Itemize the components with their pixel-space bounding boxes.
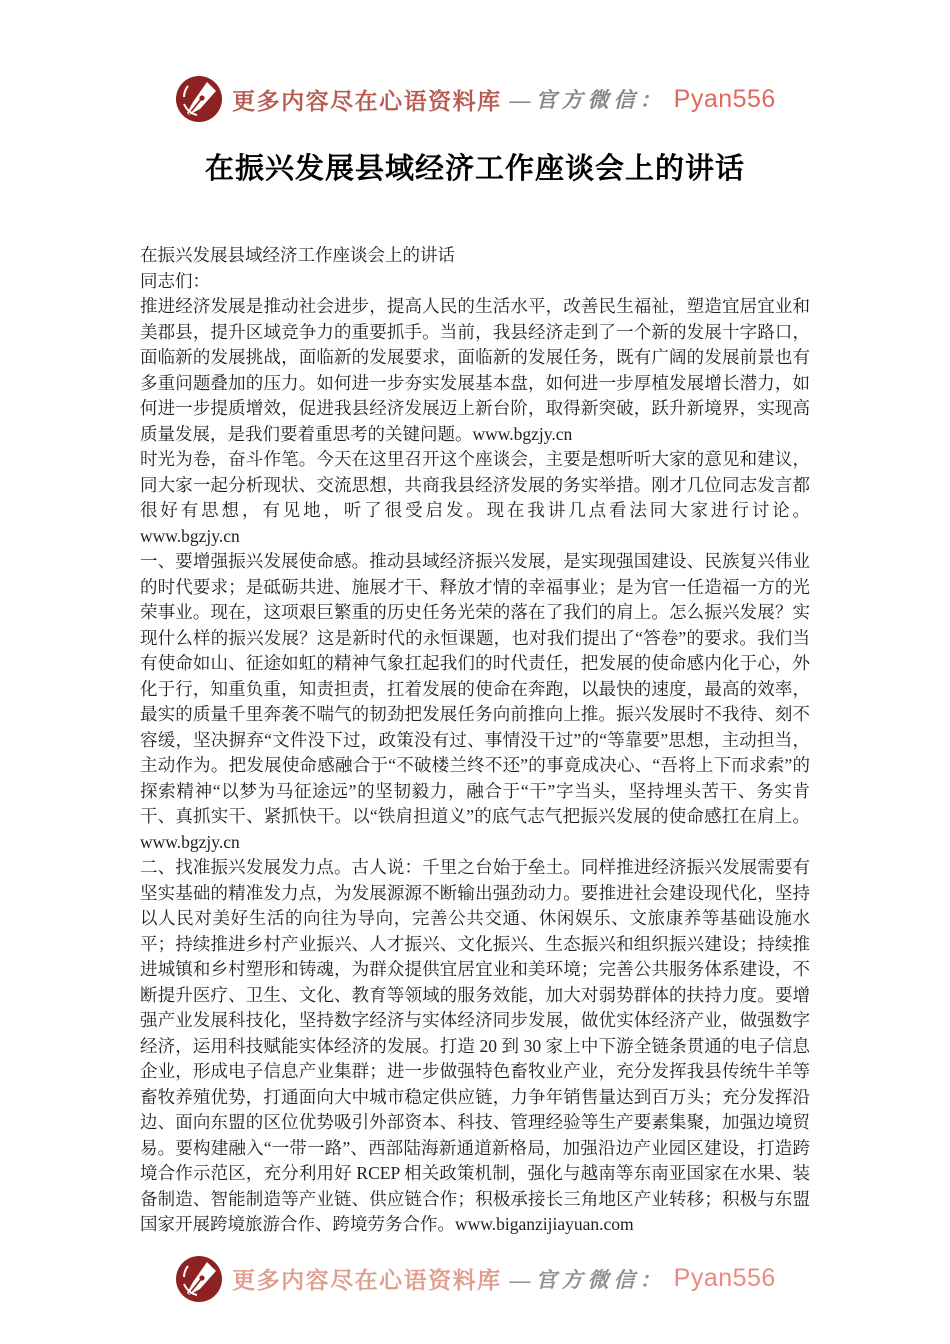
paragraph-title-line: 在振兴发展县域经济工作座谈会上的讲话 — [140, 245, 455, 265]
header-wechat-label: —官方微信： — [509, 88, 666, 112]
pen-nib-logo-icon — [174, 1254, 224, 1304]
page-title: 在振兴发展县域经济工作座谈会上的讲话 — [204, 153, 745, 185]
paragraph-section-one: 一、要增强振兴发展使命感。推动县域经济振兴发展，是实现强国建设、民族复兴伟业的时代要求；是砥砺共进、施展才干、释放才情的幸福事业；是为官一任造福一方的光荣事业。现在，这项艰巨繁重的历史任务光荣的落在了我们的肩上。怎么振兴发展？实现什么样的振兴发展？这是新时代的永恒课题，也对我们提出了“答卷”的要求。我们当有使命如山、征途如虹的精神气象扛起我们的时代责任，把发展的使命感内化于心，外化于行，知重负重，知责担责，扛着发展的使命在奔跑，以最快的速度，最高的效率，最实的质量千里奔袭不喘气的韧劲把发展任务向前推向上推。振兴发展时不我待、刻不容缓，坚决摒弃“文件没下过，政策没有过、事情没干过”的“等靠要”思想，主动担当，主动作为。把发展使命感融合于“不破楼兰终不还”的事竟成决心、“吾将上下而求索”的探索精神“以梦为马征途远”的坚韧毅力，融合于“干”字当头，坚持埋头苦干、务实肯干、真抓实干、紧抓快干。以“铁肩担道义”的底气志气把振兴发展的使命感扛在肩上。www.bgzjy.cn — [140, 551, 810, 852]
footer-watermark — [0, 1254, 950, 1304]
document-body — [140, 243, 810, 1238]
footer-brand-text: 更多内容尽在心语资料库 — [232, 1268, 502, 1293]
pen-nib-logo-icon — [174, 74, 224, 124]
footer-wechat-label: —官方微信： — [509, 1267, 666, 1292]
header-watermark — [0, 0, 950, 124]
paragraph-meeting-purpose: 时光为卷，奋斗作笔。今天在这里召开这个座谈会，主要是想听听大家的意见和建议，同大家一起分析现状、交流思想，共商我县经济发展的务实举措。刚才几位同志发言都很好有思想，有见地，听了很受启发。现在我讲几点看法同大家进行讨论。www.bgzjy.cn — [140, 449, 810, 546]
paragraph-intro: 推进经济发展是推动社会进步，提高人民的生活水平，改善民生福祉，塑造宜居宜业和美郡县，提升区域竞争力的重要抓手。当前，我县经济走到了一个新的发展十字路口，面临新的发展挑战，面临新的发展要求，面临新的发展任务，既有广阔的发展前景也有多重问题叠加的压力。如何进一步夯实发展基本盘，如何进一步厚植发展增长潜力，如何进一步提质增效，促进我县经济发展迈上新台阶，取得新突破，跃升新境界，实现高质量发展，是我们要着重思考的关键问题。www.bgzjy.cn — [140, 296, 810, 444]
header-brand-text: 更多内容尽在心语资料库 — [232, 88, 502, 114]
header-wechat-id: Pyan556 — [673, 84, 776, 113]
paragraph-section-two: 二、找准振兴发展发力点。古人说：千里之台始于垒土。同样推进经济振兴发展需要有坚实基础的精准发力点，为发展源源不断输出强劲动力。要推进社会建设现代化，坚持以人民对美好生活的向往为导向，完善公共交通、休闲娱乐、文旅康养等基础设施水平；持续推进乡村产业振兴、人才振兴、文化振兴、生态振兴和组织振兴建设；持续推进城镇和乡村塑形和铸魂，为群众提供宜居宜业和美环境；完善公共服务体系建设，不断提升医疗、卫生、文化、教育等领域的服务效能，加大对弱势群体的扶持力度。要增强产业发展科技化，坚持数字经济与实体经济同步发展，做优实体经济产业，做强数字经济，运用科技赋能实体经济的发展。打造 20 到 30 家上中下游全链条贯通的电子信息企业，形成电子信息产业集群；进一步做强特色畜牧业产业，充分发挥我县传统牛羊等畜牧养殖优势，打通面向大中城市稳定供应链，力争年销售量达到百万头；充分发挥沿边、面向东盟的区位优势吸引外部资本、科技、管理经验等生产要素集聚，加强边境贸易。要构建融入“一带一路”、西部陆海新通道新格局，加强沿边产业园区建设，打造跨境合作示范区，充分利用好 RCEP 相关政策机制，强化与越南等东南亚国家在水果、装备制造、智能制造等产业链、供应链合作；积极承接长三角地区产业转移；积极与东盟国家开展跨境旅游合作、跨境劳务合作。www.biganzijiayuan.com — [140, 857, 810, 1234]
footer-wechat-id: Pyan556 — [673, 1264, 776, 1292]
paragraph-salutation: 同志们： — [140, 270, 210, 291]
